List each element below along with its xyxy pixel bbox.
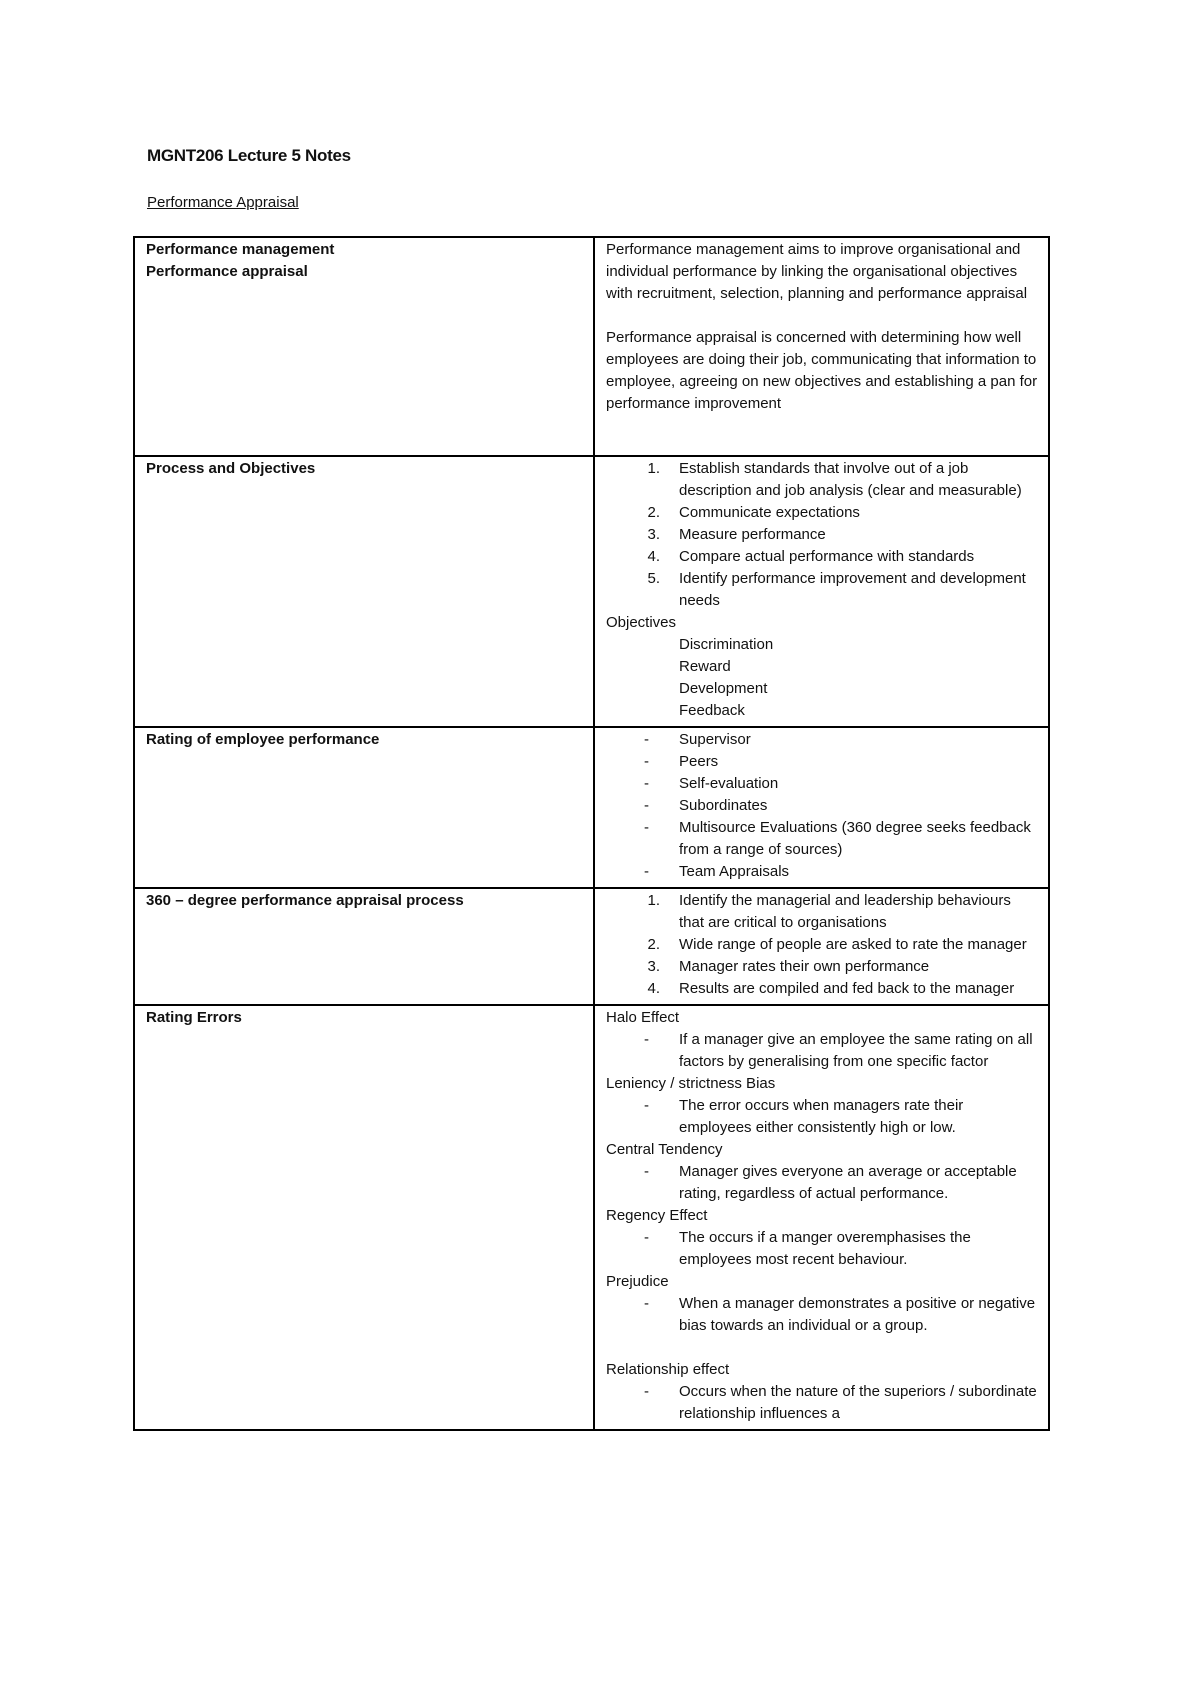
list-item: 3. Manager rates their own performance [647, 958, 930, 975]
error-name: Halo Effect [606, 1009, 680, 1026]
list-item: - Peers [606, 751, 1038, 773]
list-item: Development [679, 680, 768, 697]
list-item: 1. Identify the managerial and leadership behaviours that are critical to organisations [647, 892, 1011, 931]
term-cell [134, 1005, 594, 1430]
term-label: 360 – degree performance appraisal process [146, 892, 464, 909]
list-item: Discrimination [679, 636, 774, 653]
list-item: 2. Wide range of people are asked to rate the manager [647, 936, 1027, 953]
list-item: - The occurs if a manger overemphasises the employees most recent behaviour. [606, 1227, 1038, 1271]
definition-paragraph: Performance management aims to improve organisational and individual performance by linking the organisational objectives with recruitment, selection, planning and performance appraisal [606, 241, 1028, 302]
list-item: Reward [679, 658, 731, 675]
list-item: 2. Communicate expectations [647, 504, 860, 521]
error-name: Central Tendency [606, 1141, 723, 1158]
definition-cell [594, 727, 1049, 888]
list-item: - Subordinates [606, 795, 1038, 817]
notes-table [133, 236, 1050, 1431]
list-item: - When a manager demonstrates a positive or negative bias towards an individual or a group. [606, 1293, 1038, 1337]
list-item: Feedback [679, 702, 745, 719]
list-item: - Team Appraisals [606, 861, 1038, 883]
definition-cell [594, 1005, 1049, 1430]
list-item: - Occurs when the nature of the superiors / subordinate relationship influences a [606, 1381, 1038, 1425]
list-item: - Self-evaluation [606, 773, 1038, 795]
error-description [606, 1227, 1038, 1271]
table-row [134, 727, 1049, 888]
list-item: 5. Identify performance improvement and development needs [647, 570, 1026, 609]
list-item: - Manager gives everyone an average or acceptable rating, regardless of actual performance. [606, 1161, 1038, 1205]
objectives-list [606, 634, 1038, 722]
list-item: - Supervisor [606, 729, 1038, 751]
table-row [134, 237, 1049, 456]
list-item: 4. Results are compiled and fed back to the manager [647, 980, 1015, 997]
objectives-label: Objectives [606, 614, 677, 631]
definition-cell [594, 237, 1049, 456]
table-row [134, 456, 1049, 727]
table-row [134, 1005, 1049, 1430]
error-description [606, 1095, 1038, 1139]
term-label: Rating Errors [146, 1009, 242, 1026]
term-cell [134, 456, 594, 727]
term-label: Process and Objectives [146, 460, 316, 477]
raters-list [606, 729, 1038, 883]
error-description [606, 1161, 1038, 1205]
error-description [606, 1029, 1038, 1073]
definition-paragraph: Performance appraisal is concerned with determining how well employees are doing their job, communicating that information to employee, agreeing on new objectives and establishing a pan for performance improvement [606, 329, 1038, 412]
table-row [134, 888, 1049, 1005]
error-name: Leniency / strictness Bias [606, 1075, 776, 1092]
list-item: 4. Compare actual performance with standards [647, 548, 975, 565]
error-name: Prejudice [606, 1273, 669, 1290]
error-name: Relationship effect [606, 1361, 730, 1378]
page-title: MGNT206 Lecture 5 Notes [147, 146, 351, 165]
definition-cell [594, 888, 1049, 1005]
error-description [606, 1381, 1038, 1425]
process-steps-list [606, 458, 1038, 612]
definition-cell [594, 456, 1049, 727]
list-item: - Multisource Evaluations (360 degree seeks feedback from a range of sources) [606, 817, 1038, 861]
error-description [606, 1293, 1038, 1337]
term-label: Rating of employee performance [146, 731, 380, 748]
section-heading: Performance Appraisal [147, 194, 299, 211]
list-item: - If a manager give an employee the same rating on all factors by generalising from one specific factor [606, 1029, 1038, 1073]
list-item: - The error occurs when managers rate their employees either consistently high or low. [606, 1095, 1038, 1139]
term-label: Performance appraisal [146, 263, 308, 280]
term-cell [134, 888, 594, 1005]
term-label: Performance management [146, 241, 335, 258]
term-cell [134, 727, 594, 888]
list-item: 1. Establish standards that involve out of a job description and job analysis (clear and measurable) [647, 460, 1022, 499]
term-cell [134, 237, 594, 456]
list-item: 3. Measure performance [647, 526, 826, 543]
error-name: Regency Effect [606, 1207, 708, 1224]
appraisal-steps-list [606, 890, 1038, 1000]
